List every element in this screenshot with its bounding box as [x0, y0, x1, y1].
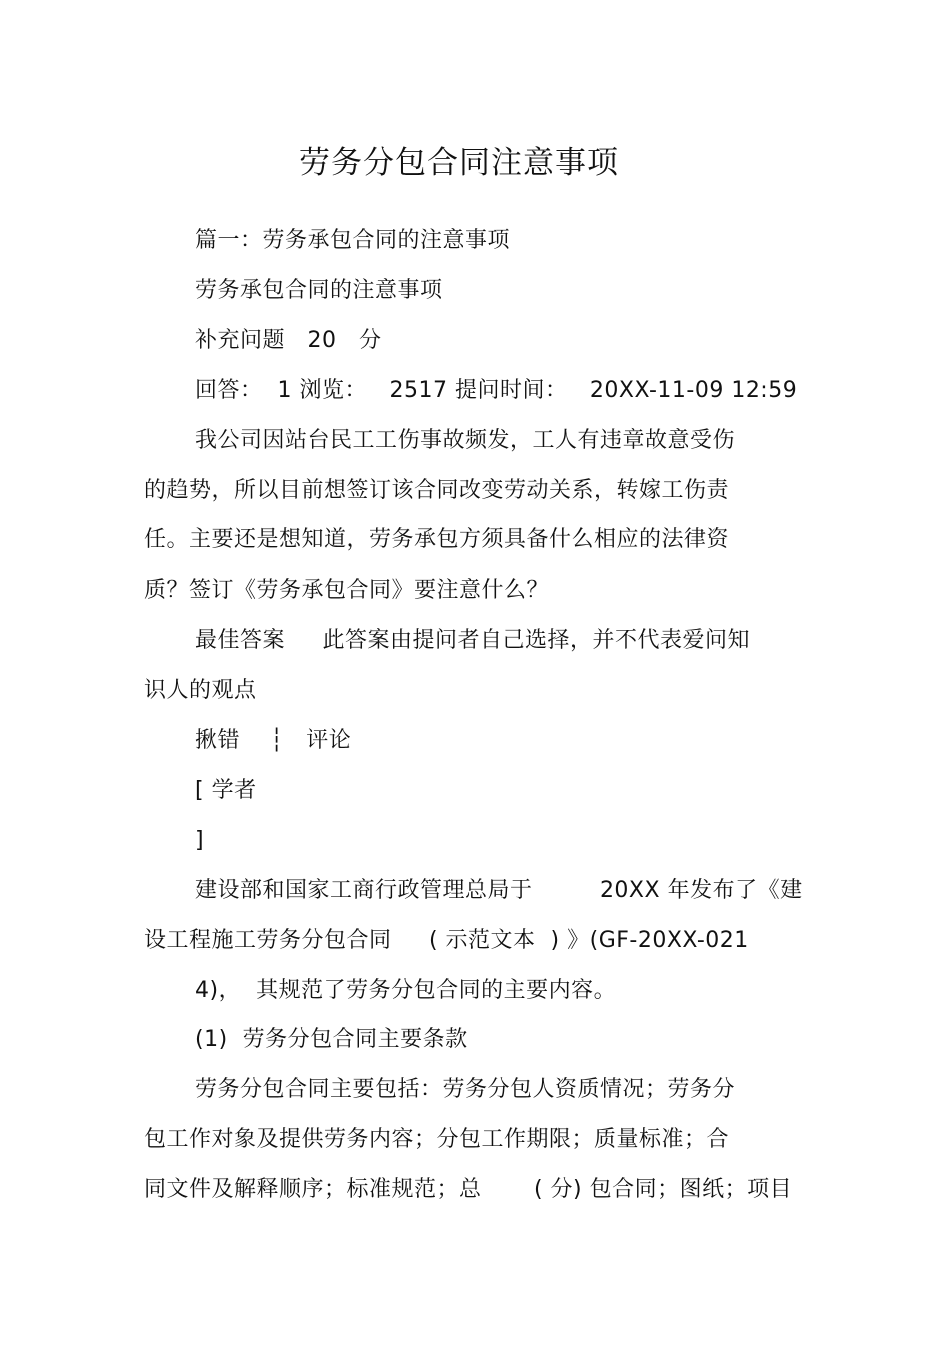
- paragraph-line: 建设部和国家工商行政管理总局于 20XX 年发布了《建: [195, 878, 803, 903]
- paragraph-line: 同文件及解释顺序；标准规范；总 ( 分) 包合同；图纸；项目: [144, 1177, 793, 1202]
- paragraph-line: 我公司因站台民工工伤事故频发，工人有违章故意受伤: [195, 428, 736, 453]
- paragraph-line: 质？签订《劳务承包合同》要注意什么？: [144, 578, 550, 603]
- bonus-points: 补充问题 20 分: [195, 328, 382, 353]
- paragraph-line: 4)， 其规范了劳务分包合同的主要内容。: [195, 978, 617, 1003]
- paragraph-line: 包工作对象及提供劳务内容；分包工作期限；质量标准；合: [144, 1127, 730, 1152]
- subsection-heading: (1) 劳务分包合同主要条款: [195, 1027, 468, 1052]
- paragraph-line: 的趋势，所以目前想签订该合同改变劳动关系，转嫁工伤责: [144, 478, 730, 503]
- paragraph-line: 劳务分包合同主要包括：劳务分包人资质情况；劳务分: [195, 1077, 736, 1102]
- report-comment-links: 揪错 ┆ 评论: [195, 728, 352, 753]
- paragraph-line: 识人的观点: [144, 678, 257, 703]
- paragraph-line: 任。主要还是想知道，劳务承包方须具备什么相应的法律资: [144, 527, 730, 552]
- best-answer-note: 最佳答案 此答案由提问者自己选择，并不代表爱问知: [195, 628, 750, 653]
- author-label-open: [ 学者: [195, 778, 257, 803]
- author-label-close: ]: [195, 828, 205, 853]
- section-heading: 篇一：劳务承包合同的注意事项: [195, 228, 511, 253]
- paragraph-line: 设工程施工劳务分包合同 ( 示范文本 ) 》(GF-20XX-021: [144, 928, 749, 953]
- question-meta: 回答： 1 浏览： 2517 提问时间： 20XX-11-09 12:59: [195, 378, 798, 403]
- question-title: 劳务承包合同的注意事项: [195, 278, 443, 303]
- document-title: 劳务分包合同注意事项: [299, 144, 619, 181]
